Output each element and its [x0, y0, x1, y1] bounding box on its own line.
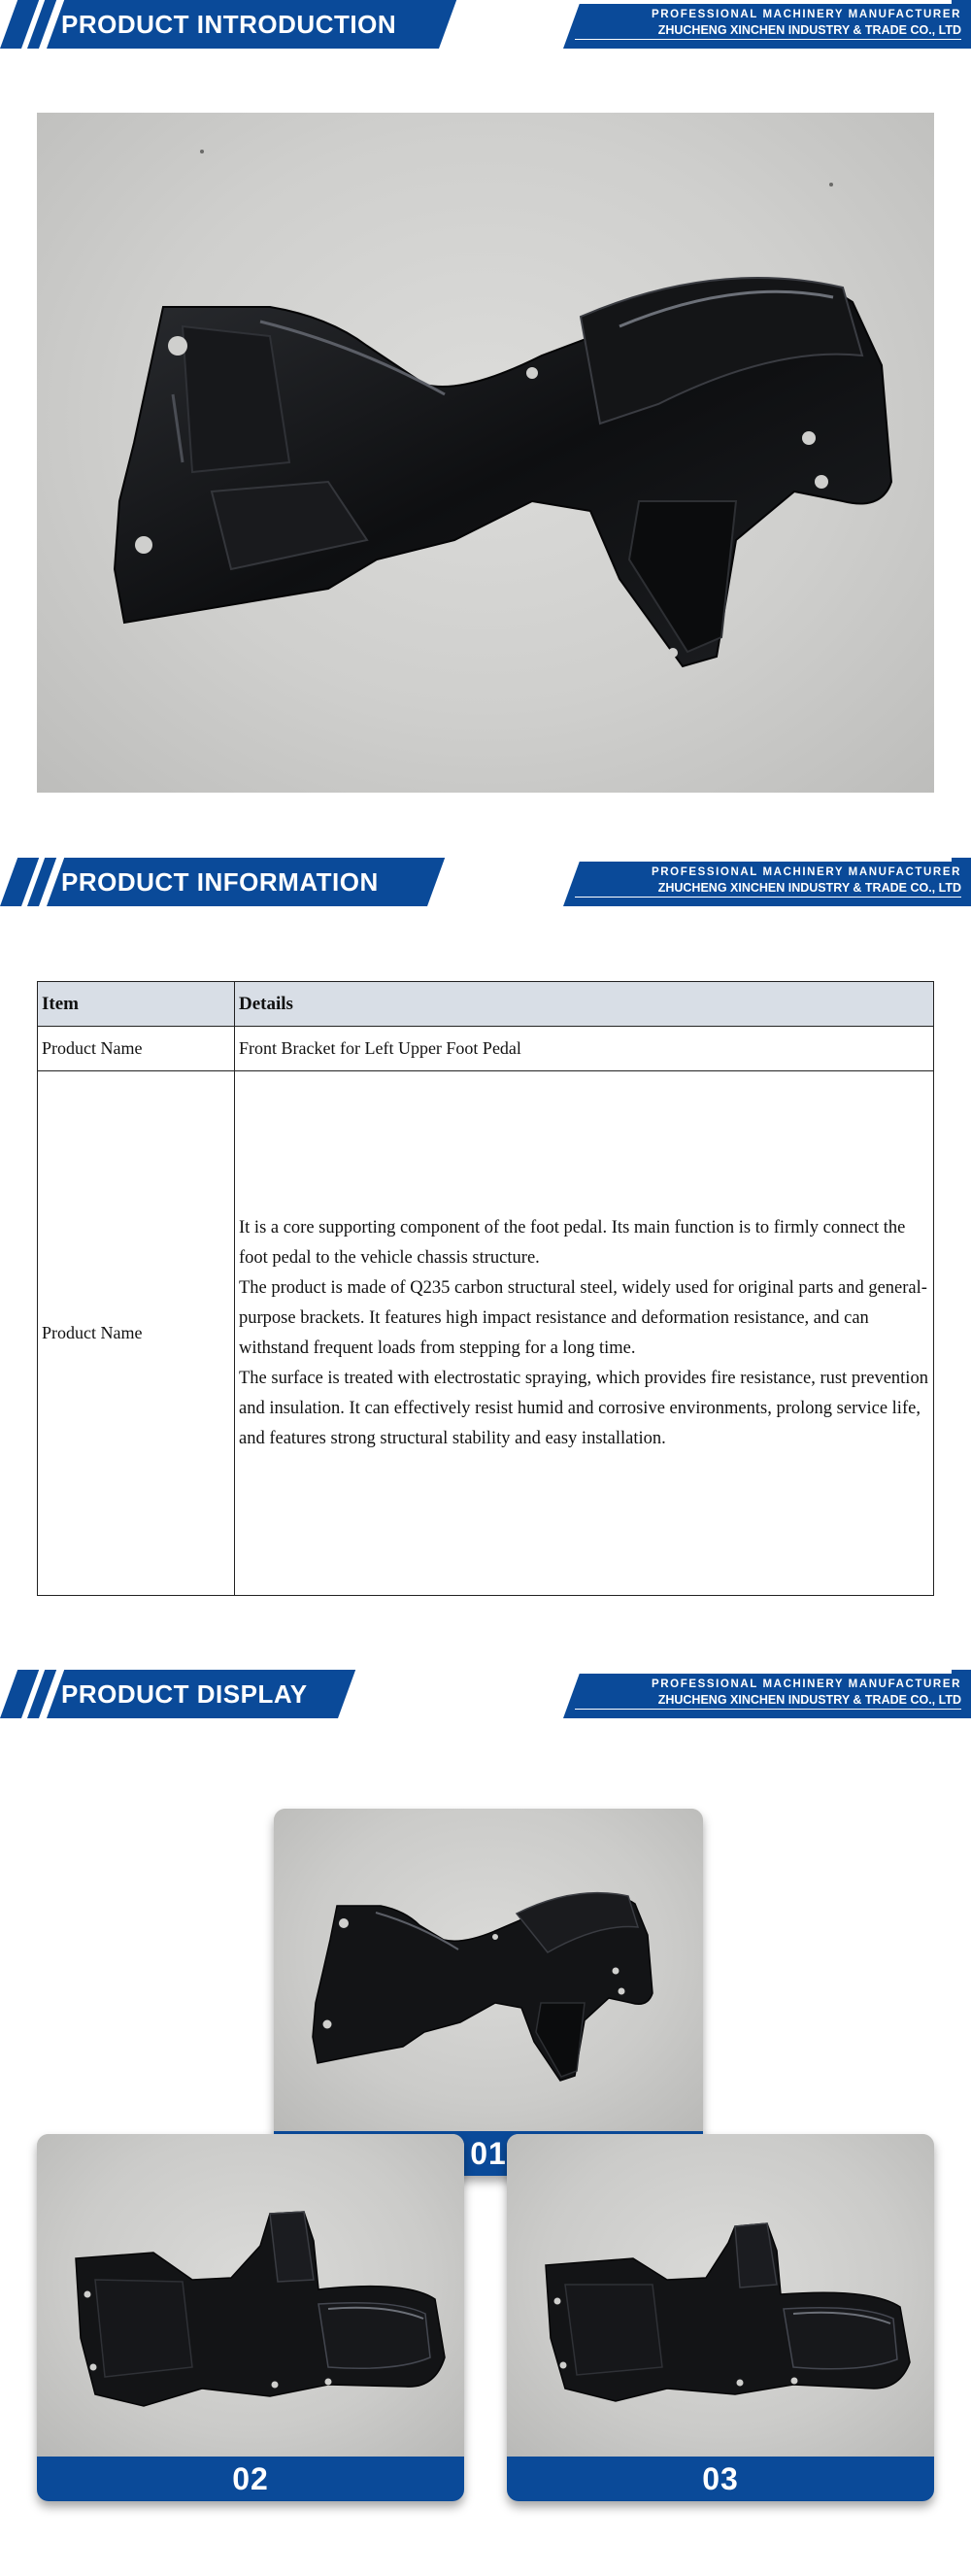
display-card-03	[507, 2134, 934, 2501]
section-title: PRODUCT INFORMATION	[61, 867, 379, 897]
column-header-item: Item	[38, 982, 235, 1027]
card-number-label: 03	[507, 2457, 934, 2501]
row-item-label: Product Name	[38, 1027, 235, 1071]
row-description	[235, 1071, 934, 1596]
banner-company-name: ZHUCHENG XINCHEN INDUSTRY & TRADE CO., LTD	[575, 1693, 961, 1710]
column-header-details: Details	[235, 982, 934, 1027]
card-number-label: 01	[274, 2131, 703, 2176]
foot-pedal-bracket-image	[37, 2134, 464, 2457]
description-paragraph: It is a core supporting component of the foot pedal. Its main function is to firmly connect the foot pedal to the vehicle chassis structure.	[239, 1217, 906, 1268]
section-banner-introduction	[0, 0, 971, 49]
product-main-photo	[37, 113, 934, 793]
description-paragraph: The surface is treated with electrostatic spraying, which provides fire resistance, rust prevention and insulation. It can effectively resist humid and corrosive environments, prolong service life, and features strong structural stability and easy installation.	[239, 1368, 928, 1448]
foot-pedal-bracket-image	[274, 1809, 703, 2131]
table-row	[38, 1071, 934, 1596]
foot-pedal-bracket-image	[37, 113, 934, 793]
banner-tagline: PROFESSIONAL MACHINERY MANUFACTURER	[651, 866, 961, 878]
row-details: Front Bracket for Left Upper Foot Pedal	[235, 1027, 934, 1071]
banner-company-name: ZHUCHENG XINCHEN INDUSTRY & TRADE CO., LTD	[575, 23, 961, 40]
banner-company-name: ZHUCHENG XINCHEN INDUSTRY & TRADE CO., LTD	[575, 881, 961, 898]
foot-pedal-bracket-image	[507, 2134, 934, 2457]
card-number-label: 02	[37, 2457, 464, 2501]
banner-tagline: PROFESSIONAL MACHINERY MANUFACTURER	[651, 9, 961, 20]
table-header-row	[38, 982, 934, 1027]
section-banner-display	[0, 1670, 971, 1718]
description-paragraph: The product is made of Q235 carbon structural steel, widely used for original parts and general-purpose brackets. It features high impact resistance and deformation resistance, and can withstand frequent loads from stepping for a long time.	[239, 1277, 927, 1358]
display-photo	[274, 1809, 703, 2131]
section-banner-information	[0, 858, 971, 906]
banner-tagline: PROFESSIONAL MACHINERY MANUFACTURER	[651, 1678, 961, 1690]
display-photo	[37, 2134, 464, 2457]
display-card-02	[37, 2134, 464, 2501]
section-title: PRODUCT INTRODUCTION	[61, 10, 397, 39]
display-photo	[507, 2134, 934, 2457]
table-row	[38, 1027, 934, 1071]
row-item-label: Product Name	[38, 1071, 235, 1596]
display-card-01	[274, 1809, 703, 2176]
product-info-table	[37, 981, 934, 1596]
section-title: PRODUCT DISPLAY	[61, 1679, 308, 1709]
